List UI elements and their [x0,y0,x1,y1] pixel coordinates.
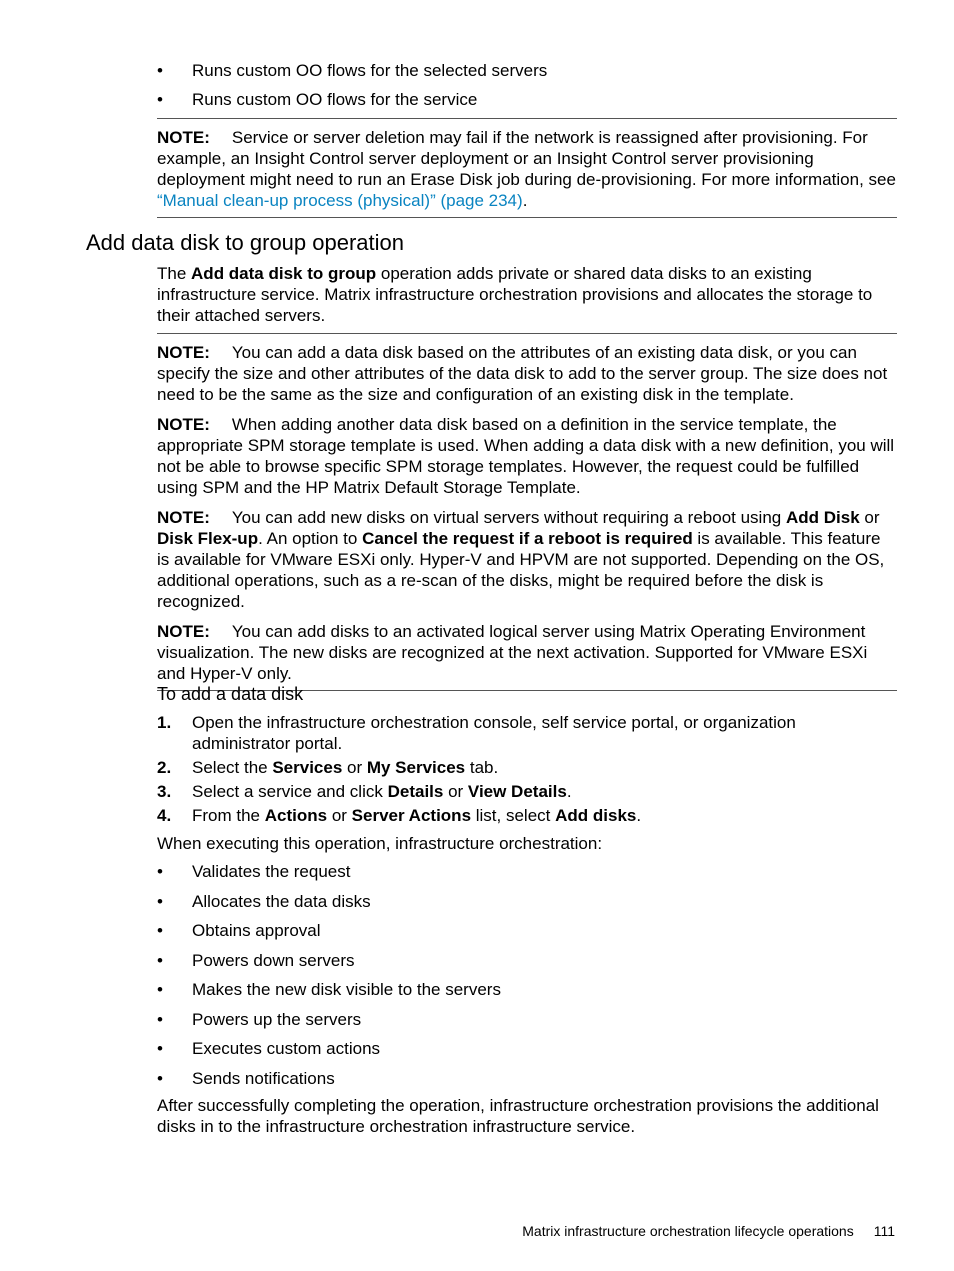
note-paragraph [157,342,897,405]
note-label: NOTE: [157,343,210,362]
section-heading: Add data disk to group operation [86,230,405,255]
step-text: tab. [465,758,499,777]
ui-term-view-details: View Details [467,782,567,801]
list-item: • Runs custom OO flows for the service [157,89,897,110]
step-text: From the [192,806,265,825]
step-text: . [636,806,642,825]
note-paragraph [157,507,897,612]
footer-title: Matrix infrastructure orchestration lifecycle operations [522,1223,854,1239]
list-item: • Powers up the servers [157,1009,897,1030]
ui-term-services: Services [272,758,343,777]
step-number: 1. [157,713,172,732]
list-item: • Allocates the data disks [157,891,897,912]
step-number: 4. [157,806,172,825]
step-text: or [327,806,352,825]
ui-term-actions: Actions [264,806,328,825]
step-text: list, select [471,806,556,825]
note-text: . An option to [258,529,363,548]
closing-paragraph: After successfully completing the operation, infrastructure orchestration provisions the additional disks in to the infrastructure orchestration infrastructure service. [157,1096,879,1136]
list-item: • Obtains approval [157,920,897,941]
operation-name: Add data disk to group [191,264,377,283]
section-intro [157,263,897,326]
list-item: • Validates the request [157,861,897,882]
note-text: When adding another data disk based on a definition in the service template, the appropriate SPM storage template is used. When adding a data disk with a new definition, you will not be able to browse specific SPM storage templates. However, the request could be fulfilled using SPM and the HP Matrix Default Storage Template. [157,415,895,497]
note-text: is available. This feature is available for VMware ESXi only. Hyper-V and HPVM are not supported. Depending on the OS, additional operations, such as a re-scan of the disks, might be required before the disk is recognized. [157,529,885,611]
note-paragraph [157,621,897,684]
ui-term-add-disks: Add disks [555,806,637,825]
step-text: . [566,782,572,801]
step-text: or [443,782,468,801]
list-item: • Runs custom OO flows for the selected servers [157,60,897,81]
note-text: or [859,508,880,527]
ui-term-disk-flex-up: Disk Flex-up [157,529,259,548]
step-text: Select the [192,758,273,777]
note-label: NOTE: [157,622,210,641]
step-number: 2. [157,758,172,777]
list-item: • Makes the new disk visible to the servers [157,979,897,1000]
page-number: 111 [873,1223,895,1239]
list-item: • Powers down servers [157,950,897,971]
list-item: • Executes custom actions [157,1038,897,1059]
page-footer [522,1222,895,1240]
step-item [157,781,897,802]
intro-text: The [157,264,192,283]
step-item [157,757,897,778]
step-number: 3. [157,782,172,801]
procedure-steps [157,712,897,829]
list-item: • Sends notifications [157,1068,897,1089]
step-item [157,712,897,754]
note-text: You can add a data disk based on the attributes of an existing data disk, or you can specify the size and other attributes of the data disk to add to the server group. The size does not need to be the same as the size and configuration of an existing disk in the template. [157,343,888,404]
note-label: NOTE: [157,508,210,527]
note-box-deletion [157,118,897,218]
step-text: or [342,758,367,777]
note-text: You can add disks to an activated logical server using Matrix Operating Environment visualization. The new disks are recognized at the next activation. Supported for VMware ESXi and Hyper-V only. [157,622,868,683]
note-text: Service or server deletion may fail if the network is reassigned after provisioning. For example, an Insight Control server deployment or an Insight Control server provisioning deployment might need to run an Erase Disk job during de-provisioning. For more information, see [157,128,896,189]
note-label: NOTE: [157,128,210,147]
execution-bullet-list [157,861,897,1097]
note-text-end: . [522,191,528,210]
note-paragraph [157,414,897,498]
intro-text-rest: operation adds private or shared data disks to an existing infrastructure service. Matrix infrastructure orchestration provisions and allocates the storage to their attached servers. [157,264,873,325]
ui-term-cancel-request: Cancel the request if a reboot is required [362,529,693,548]
ui-term-add-disk: Add Disk [785,508,860,527]
note-paragraph [157,127,897,211]
intro-paragraph [157,263,897,326]
ui-term-details: Details [387,782,444,801]
step-text: Select a service and click [192,782,388,801]
execution-lead: When executing this operation, infrastructure orchestration: [157,834,603,853]
ui-term-my-services: My Services [366,758,466,777]
note-label: NOTE: [157,415,210,434]
note-box-group [157,333,897,691]
note-text: You can add new disks on virtual servers without requiring a reboot using [231,508,786,527]
top-bullet-list [157,60,897,118]
step-text: Open the infrastructure orchestration console, self service portal, or organization administrator portal. [192,713,796,753]
step-item [157,805,897,826]
ui-term-server-actions: Server Actions [351,806,472,825]
cross-reference-link[interactable]: “Manual clean-up process (physical)” (page 234) [157,191,523,210]
procedure-title: To add a data disk [157,684,304,704]
